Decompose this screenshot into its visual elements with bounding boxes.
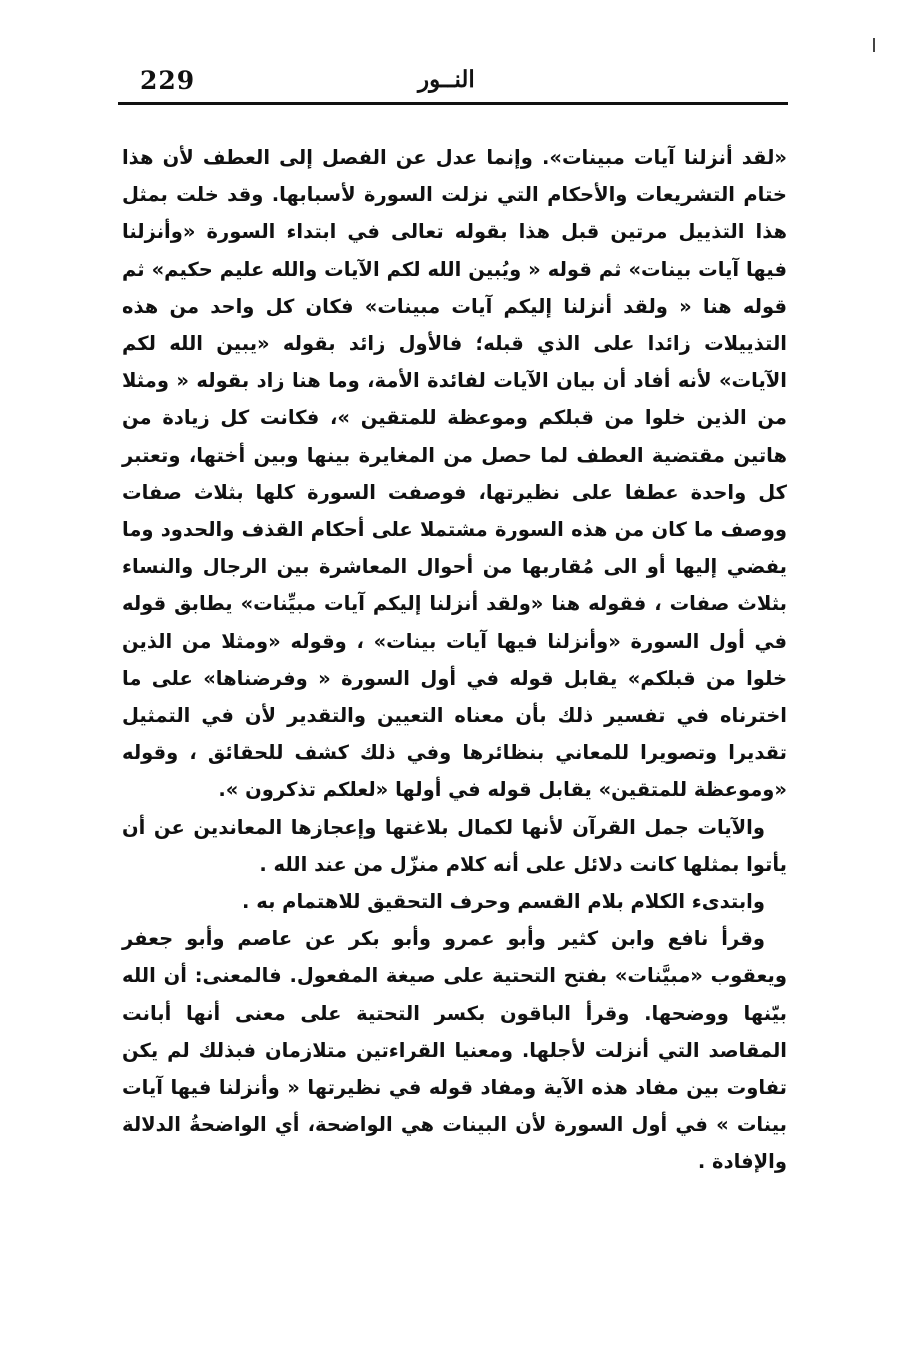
page-edge-mark (873, 38, 875, 52)
surah-title: النــور (418, 66, 475, 93)
body-text (122, 139, 787, 1181)
paragraph-1: «لقد أنزلنا آيات مبينات». وإنما عدل عن الفصل إلى العطف لأن هذا ختام التشريعات والأحكام التي نزلت السورة لأسبابها. وقد خلت بمثل هذا التذييل مرتين قبل هذا بقوله تعالى في ابتداء السورة «وأنزلنا فيها آيات بينات» ثم قوله « ويُبين الله لكم الآيات والله عليم حكيم» ثم قوله هنا « ولقد أنزلنا إليكم آيات مبينات» فكان كل واحد من هذه التذييلات زائدا على الذي قبله؛ فالأول زائد بقوله «يبين الله لكم الآيات» لأنه أفاد أن بيان الآيات لفائدة الأمة، وما هنا زاد بقوله « ومثلا من الذين خلوا من قبلكم وموعظة للمتقين »، فكانت كل زيادة من هاتين مقتضية العطف لما حصل من المغايرة بينها وبين أختها، وتعتبر كل واحدة عطفا على نظيرتها، فوصفت السورة كلها بثلاث صفات ووصف ما كان من هذه السورة مشتملا على أحكام القذف والحدود وما يفضي إليها أو الى مُقاربها من أحوال المعاشرة بين الرجال والنساء بثلاث صفات ، فقوله هنا «ولقد أنزلنا إليكم آيات مبيِّنات» يطابق قوله في أول السورة «وأنزلنا فيها آيات بينات» ، وقوله «ومثلا من الذين خلوا من قبلكم» يقابل قوله في أول السورة « وفرضناها» على ما اخترناه في تفسير ذلك بأن معناه التعيين والتقدير لأن في التمثيل تقديرا وتصويرا للمعاني بنظائرها وفي ذلك كشف للحقائق ، وقوله «وموعظة للمتقين» يقابل قوله في أولها «لعلكم تذكرون ». (122, 146, 787, 802)
paragraph-4: وقرأ نافع وابن كثير وأبو عمرو وأبو بكر عن عاصم وأبو جعفر ويعقوب «مبيَّنات» بفتح التحتية على صيغة المفعول. فالمعنى: أن الله بيّنها ووضحها. وقرأ الباقون بكسر التحتية على معنى أنها أبانت المقاصد التي أنزلت لأجلها. ومعنيا القراءتين متلازمان فبذلك لم يكن تفاوت بين مفاد هذه الآية ومفاد قوله في نظيرتها « وأنزلنا فيها آيات بينات » في أول السورة لأن البينات هي الواضحة، أي الواضحةُ الدلالة والإفادة . (122, 927, 787, 1174)
paragraph-2: والآيات جمل القرآن لأنها لكمال بلاغتها وإعجازها المعاندين عن أن يأتوا بمثلها كانت دلائل على أنه كلام منزّل من عند الله . (122, 815, 787, 876)
running-head (118, 58, 788, 102)
header-rule (118, 102, 788, 105)
paragraph-3: وابتدىء الكلام بلام القسم وحرف التحقيق للاهتمام به . (242, 890, 765, 914)
page-number: 229 (140, 66, 196, 95)
